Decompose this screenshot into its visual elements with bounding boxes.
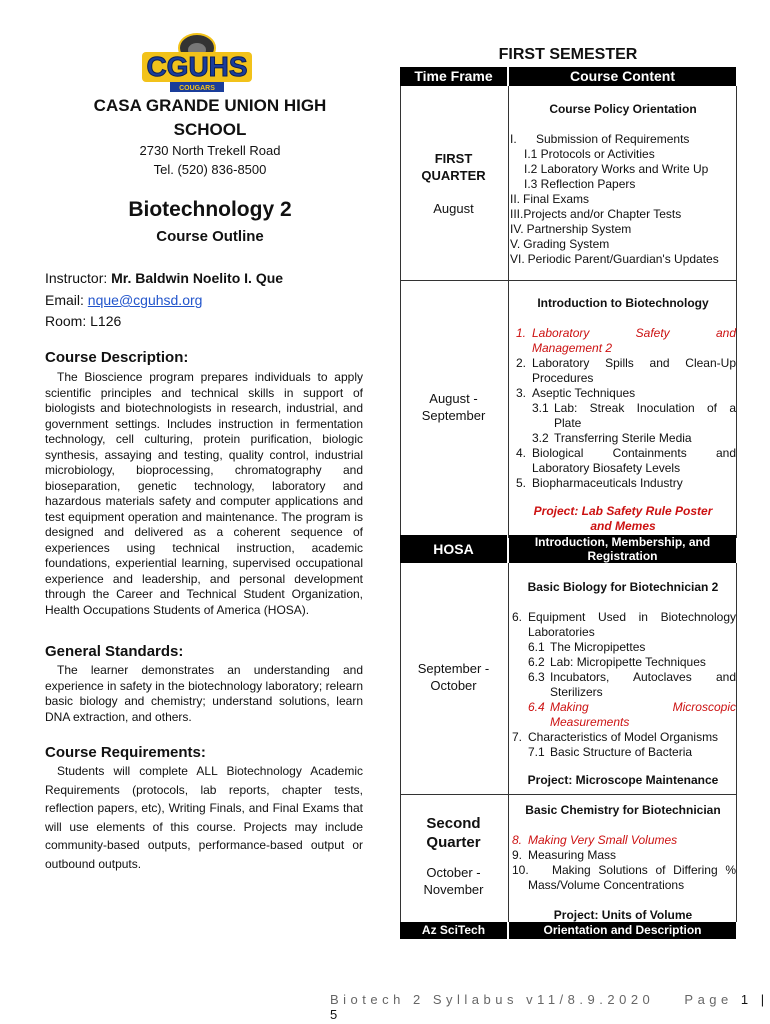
list-item: 2. Laboratory Spills and Clean-Up <box>516 356 736 370</box>
list-item: I.3 Reflection Papers <box>524 177 636 191</box>
list-item: 6.3 Incubators, Autoclaves and <box>528 670 736 684</box>
list-item: II. Final Exams <box>510 192 590 206</box>
intro-biotech-heading: Introduction to Biotechnology <box>537 296 709 310</box>
tf-second-quarter: Second Quarter <box>426 815 481 851</box>
course-description-text: The Bioscience program prepares individuals to apply scientific principles and technical skills in support of biologists and biotechnologists in research, industrial, and government settings. Includes instruction in fermentation technology, cell culturing, protein purification, biologic synthesis, assaying and testing, quality control, industrial microbiology, bioprocessing, chromatography and bioseparation, genetic technology, laboratory and hazardous materials safety and computer applications and test equipment operation and maintenance. The program is designed and delivered as a coherent sequence of experiences using technical instruction, academic foundations, experiential learning, supervised occupational experience and leadership, and personal development through the Career and Technical Student Organization, Health Occupations Students of America (HOSA). <box>45 370 363 617</box>
list-item-continued: Management 2 <box>532 341 613 355</box>
footer-page-total: 5 <box>330 1007 342 1022</box>
list-item-continued: Laboratories <box>528 625 595 639</box>
list-item: 3.2 Transferring Sterile Media <box>532 431 692 445</box>
list-item: I.1 Protocols or Activities <box>524 147 655 161</box>
list-item: 6.4 Making Microscopic <box>528 700 736 714</box>
list-item: 4. Biological Containments and <box>516 446 736 460</box>
course-requirements-heading: Course Requirements: <box>45 744 206 761</box>
basic-chemistry-list <box>510 833 736 893</box>
course-policy-heading: Course Policy Orientation <box>549 102 697 116</box>
footer-page-label: Page <box>684 992 741 1007</box>
hosa-label: HOSA <box>400 535 507 563</box>
intro-biotech-list <box>510 326 736 491</box>
list-item: 7. Characteristics of Model Organisms <box>512 730 719 744</box>
course-description-heading: Course Description: <box>45 349 189 366</box>
project-units-of-volume: Project: Units of Volume <box>553 908 693 922</box>
instructor-name: Mr. Baldwin Noelito I. Que <box>111 270 284 286</box>
tf-october-november: October - November <box>423 865 484 897</box>
project-lab-safety: Project: Lab Safety Rule Poster and Memes <box>533 504 713 533</box>
list-item: III. Projects and/or Chapter Tests <box>510 207 682 221</box>
list-item: V. Grading System <box>510 237 610 251</box>
list-item: IV. Partnership System <box>510 222 632 236</box>
course-policy-list <box>510 132 736 267</box>
semester-title: FIRST SEMESTER <box>498 46 638 63</box>
footer-page-number: 1 <box>740 992 753 1007</box>
azscitech-text: Orientation and Description <box>509 922 736 939</box>
list-item-continued: Laboratory Biosafety Levels <box>532 461 681 475</box>
list-item: 5. Biopharmaceuticals Industry <box>516 476 683 490</box>
course-requirements-text: Students will complete ALL Biotechnology Academic Requirements (protocols, lab reports, chapter tests, reflection papers, etc), Writing Finals, and Final Exams that will use elements of this course. Projects may include community-based outputs, performance-based output or outbound outputs. <box>45 764 363 871</box>
col-header-course-content: Course Content <box>509 67 736 86</box>
list-item: 6. Equipment Used in Biotechnology <box>512 610 736 624</box>
school-name: CASA GRANDE UNION HIGH SCHOOL <box>93 96 327 139</box>
hosa-text: Introduction, Membership, and Registration <box>509 535 736 563</box>
basic-biology-heading: Basic Biology for Biotechnician 2 <box>527 580 719 594</box>
col-header-time-frame: Time Frame <box>400 67 507 86</box>
list-item-continued: Mass/Volume Concentrations <box>528 878 685 892</box>
list-item: 3.1 Lab: Streak Inoculation of a <box>532 401 736 415</box>
course-outline: Course Outline <box>156 228 264 245</box>
table-divider <box>508 86 509 538</box>
room-line: Room: L126 <box>45 313 122 329</box>
list-item: 9. Measuring Mass <box>512 848 617 862</box>
tf-first-quarter: FIRST QUARTER <box>421 151 486 183</box>
basic-biology-list <box>510 610 736 760</box>
footer-page-sep: | <box>752 992 769 1007</box>
general-standards-text: The learner demonstrates an understanding and experience in safety in the biotechnology laboratory; relearn basic biology and chemistry; understand solutions, learn DNA extraction, and others. <box>45 663 363 724</box>
list-item: VI. Periodic Parent/Guardian's Updates <box>510 252 719 266</box>
list-item: 3. Aseptic Techniques <box>516 386 636 400</box>
table-border-right-2 <box>736 563 737 922</box>
footer-document-title: Biotech 2 Syllabus v11/8.9.2020 <box>330 992 655 1007</box>
row-separator <box>400 280 737 281</box>
list-item: I.2 Laboratory Works and Write Up <box>524 162 709 176</box>
list-item: 8. Making Very Small Volumes <box>512 833 678 847</box>
table-divider-2 <box>508 563 509 922</box>
school-address: 2730 North Trekell Road Tel. (520) 836-8500 <box>139 143 281 177</box>
list-item: 10. Making Solutions of Differing % <box>512 863 736 877</box>
list-item: 1. Laboratory Safety and <box>516 326 736 340</box>
course-title: Biotechnology 2 <box>128 198 292 221</box>
azscitech-label: Az SciTech <box>400 922 507 939</box>
email-link[interactable]: nque@cguhsd.org <box>87 292 203 308</box>
list-item-continued: Sterilizers <box>550 685 603 699</box>
list-item: 7.1 Basic Structure of Bacteria <box>528 745 693 759</box>
list-item-continued: Plate <box>554 416 582 430</box>
school-logo <box>140 32 254 94</box>
list-item-continued: Measurements <box>550 715 630 729</box>
list-item: 6.1 The Micropipettes <box>528 640 646 654</box>
list-item: 6.2 Lab: Micropipette Techniques <box>528 655 706 669</box>
basic-chemistry-heading: Basic Chemistry for Biotechnician <box>525 803 721 817</box>
table-border-right <box>736 86 737 538</box>
general-standards-heading: General Standards: <box>45 643 184 660</box>
tf-september-october: September - October <box>417 661 490 693</box>
email-line: Email: nque@cguhsd.org <box>45 292 203 308</box>
list-item: I. Submission of Requirements <box>510 132 690 146</box>
project-microscope: Project: Microscope Maintenance <box>527 773 719 787</box>
instructor-line: Instructor: Mr. Baldwin Noelito I. Que <box>45 270 284 286</box>
logo-banner: COUGARS <box>179 85 215 92</box>
tf-august: August <box>433 201 474 216</box>
list-item-continued: Procedures <box>532 371 594 385</box>
logo-letters: CGUHS <box>146 51 248 82</box>
page-footer <box>330 992 770 1022</box>
tf-august-september: August - September <box>421 391 486 423</box>
row-separator <box>400 794 737 795</box>
